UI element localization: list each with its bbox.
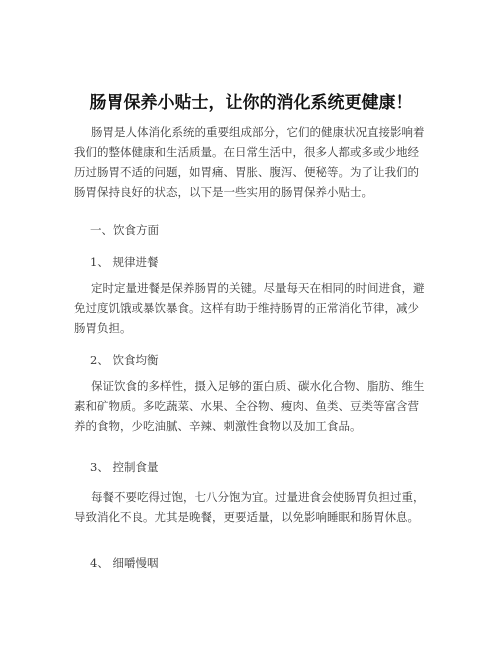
item-heading: 3、 控制食量 bbox=[90, 460, 159, 474]
item-heading: 1、 规律进餐 bbox=[90, 255, 159, 269]
text-line: 素和矿物质。多吃蔬菜、水果、全谷物、瘦肉、鱼类、豆类等富含营 bbox=[74, 399, 419, 413]
document-title: 肠胃保养小贴士，让你的消化系统更健康！ bbox=[89, 93, 413, 113]
item-paragraph bbox=[74, 487, 434, 527]
text-line: 每餐不要吃得过饱，七八分饱为宜。过量进食会使肠胃负担过重， bbox=[91, 490, 425, 504]
text-line: 历过肠胃不适的问题，如胃痛、胃胀、腹泻、便秘等。为了让我们的 bbox=[74, 165, 419, 179]
item-heading: 2、 饮食均衡 bbox=[90, 353, 159, 367]
item-paragraph bbox=[74, 278, 434, 338]
text-line: 免过度饥饿或暴饮暴食。这样有助于维持肠胃的正常消化节律，减少 bbox=[74, 301, 419, 315]
item-paragraph bbox=[74, 376, 434, 436]
intro-paragraph bbox=[74, 122, 434, 202]
item-heading: 4、 细嚼慢咽 bbox=[90, 556, 159, 570]
text-line: 肠胃是人体消化系统的重要组成部分，它们的健康状况直接影响着 bbox=[91, 125, 425, 139]
section-heading: 一、饮食方面 bbox=[90, 223, 159, 237]
text-line: 保证饮食的多样性，摄入足够的蛋白质、碳水化合物、脂肪、维生 bbox=[91, 379, 425, 393]
text-line: 导致消化不良。尤其是晚餐，更要适量，以免影响睡眠和肠胃休息。 bbox=[74, 510, 419, 524]
text-line: 肠胃负担。 bbox=[74, 321, 132, 335]
text-line: 我们的整体健康和生活质量。在日常生活中，很多人都或多或少地经 bbox=[74, 145, 419, 159]
text-line: 肠胃保持良好的状态，以下是一些实用的肠胃保养小贴士。 bbox=[74, 185, 373, 199]
text-line: 定时定量进餐是保养肠胃的关键。尽量每天在相同的时间进食，避 bbox=[91, 281, 425, 295]
text-line: 养的食物，少吃油腻、辛辣、刺激性食物以及加工食品。 bbox=[74, 419, 362, 433]
